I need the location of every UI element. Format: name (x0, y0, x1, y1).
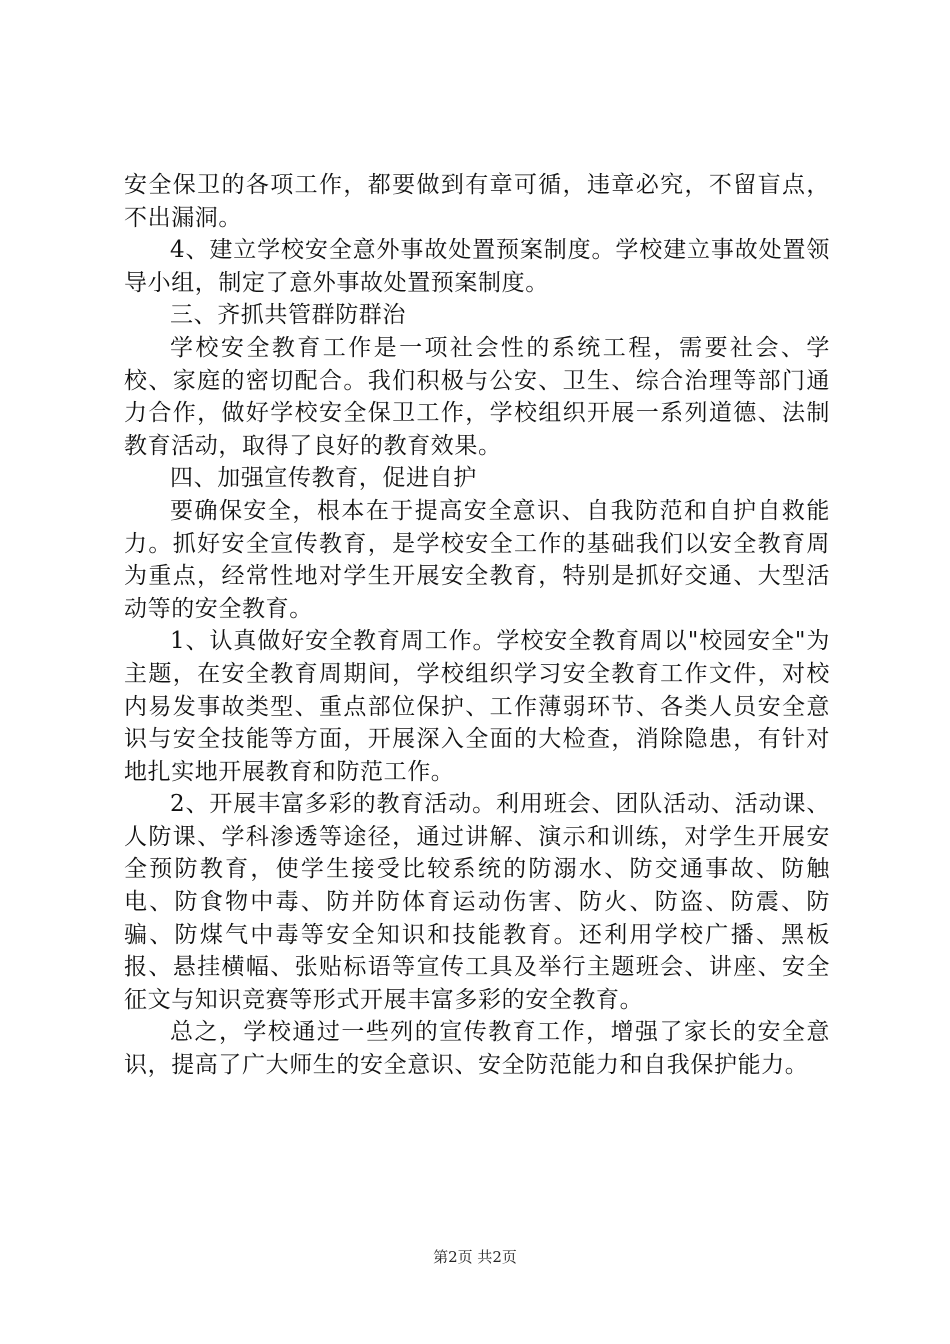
section-heading-4: 四、加强宣传教育，促进自护 (170, 465, 477, 492)
paragraph-safety-week: 1、认真做好安全教育周工作。学校安全教育周以"校园安全"为主题，在安全教育周期间，学校组织学习安全教育工作文件，对校内易发事故类型、重点部位保护、工作薄弱环节、各类人员安全意识与安全技能等方面，开展深入全面的大检查，消除隐患，有针对地扎实地开展教育和防范工作。 (124, 628, 830, 785)
paragraph-summary: 总之，学校通过一些列的宣传教育工作，增强了家长的安全意识，提高了广大师生的安全意识、安全防范能力和自我保护能力。 (124, 1019, 830, 1079)
document-body (124, 169, 830, 1082)
paragraph-accident-plan: 4、建立学校安全意外事故处置预案制度。学校建立事故处置领导小组，制定了意外事故处置预案制度。 (124, 237, 830, 296)
paragraph-cooperation: 学校安全教育工作是一项社会性的系统工程，需要社会、学校、家庭的密切配合。我们积极与公安、卫生、综合治理等部门通力合作，做好学校安全保卫工作，学校组织开展一系列道德、法制教育活动，取得了良好的教育效果。 (124, 334, 830, 459)
page-footer: 第2页 共2页 (433, 1248, 517, 1266)
section-heading-3: 三、齐抓共管群防群治 (170, 302, 406, 329)
paragraph-safety-awareness: 要确保安全，根本在于提高安全意识、自我防范和自护自救能力。抓好安全宣传教育，是学校安全工作的基础我们以安全教育周为重点，经常性地对学生开展安全教育，特别是抓好交通、大型活动等的安全教育。 (124, 497, 830, 622)
paragraph-continuation: 安全保卫的各项工作，都要做到有章可循，违章必究，不留盲点，不出漏洞。 (124, 172, 830, 231)
paragraph-activities: 2、开展丰富多彩的教育活动。利用班会、团队活动、活动课、人防课、学科渗透等途径，通过讲解、演示和训练，对学生开展安全预防教育，使学生接受比较系统的防溺水、防交通事故、防触电、防食物中毒、防并防体育运动伤害、防火、防盗、防震、防骗、防煤气中毒等安全知识和技能教育。还利用学校广播、黑板报、悬挂横幅、张贴标语等宣传工具及举行主题班会、讲座、安全征文与知识竞赛等形式开展丰富多彩的安全教育。 (124, 791, 830, 1013)
